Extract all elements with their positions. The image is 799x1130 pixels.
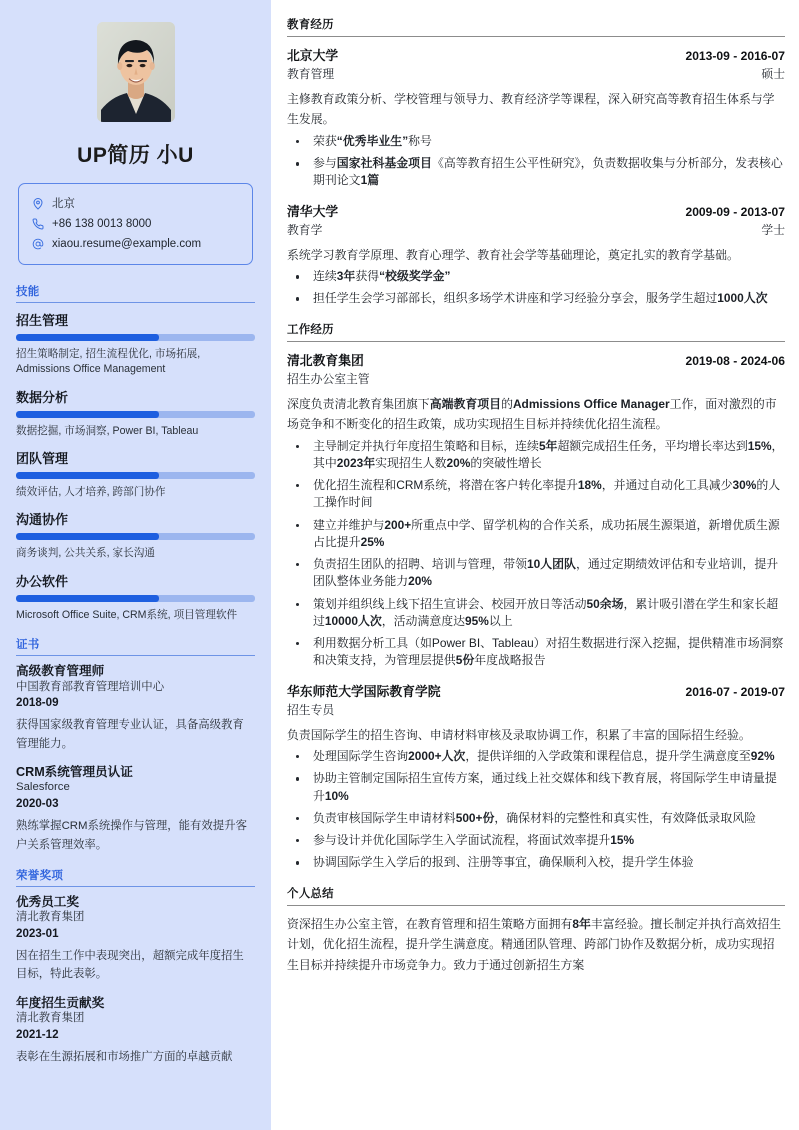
certificates-list bbox=[16, 663, 255, 854]
contact-box bbox=[18, 183, 253, 265]
bullet-list bbox=[287, 268, 785, 308]
entry-description: 获得国家级教育管理专业认证，具备高级教育管理能力。 bbox=[16, 719, 244, 750]
skill-item bbox=[16, 387, 255, 439]
bullet-item: 优化招生流程和CRM系统，将潜在客户转化率提升18%，并通过自动化工具减少30%的人工操作时间 bbox=[287, 477, 785, 512]
photo-container bbox=[16, 22, 255, 122]
entry-header bbox=[287, 681, 785, 700]
contact-email bbox=[31, 234, 240, 254]
bullet-item: 负责审核国际学生申请材料500+份，确保材料的完整性和真实性，有效降低录取风险 bbox=[287, 810, 785, 827]
award-item bbox=[16, 995, 255, 1066]
school-name: 北京大学 bbox=[287, 48, 339, 63]
skill-item bbox=[16, 310, 255, 378]
education-heading: 教育经历 bbox=[287, 16, 785, 37]
skill-item bbox=[16, 571, 255, 623]
summary-section bbox=[287, 885, 785, 976]
certificate-item bbox=[16, 663, 255, 753]
company-name: 华东师范大学国际教育学院 bbox=[287, 683, 441, 699]
entry-description: 深度负责清北教育集团旗下高端教育项目的Admissions Office Manager工作，面对激烈的市场竞争和不断变化的招生政策，成功实现招生目标并持续优化招生流程。 bbox=[287, 396, 777, 432]
skill-name: 招生管理 bbox=[16, 313, 69, 328]
skill-detail: Microsoft Office Suite, CRM系统, 项目管理软件 bbox=[16, 608, 238, 621]
skill-name: 办公软件 bbox=[16, 573, 69, 589]
major: 教育学 bbox=[287, 222, 323, 237]
contact-phone-text: +86 138 0013 8000 bbox=[52, 217, 152, 230]
bullet-item: 参与国家社科基金项目《高等教育招生公平性研究》，负责数据收集与分析部分，发表核心期刊论文1篇 bbox=[287, 155, 785, 190]
company-name: 清北教育集团 bbox=[287, 352, 364, 368]
summary-heading: 个人总结 bbox=[287, 885, 785, 906]
main-content bbox=[271, 0, 799, 1130]
entry-title: 年度招生贡献奖 bbox=[16, 995, 105, 1010]
skill-item bbox=[16, 448, 255, 500]
awards-list bbox=[16, 894, 255, 1066]
education-section bbox=[287, 16, 785, 308]
bullet-list bbox=[287, 748, 785, 872]
entry-date: 2018-09 bbox=[16, 695, 59, 709]
work-entry bbox=[287, 681, 785, 872]
degree: 硕士 bbox=[761, 67, 785, 81]
entry-description: 表彰在生源拓展和市场推广方面的卓越贡献 bbox=[16, 1050, 233, 1063]
entry-title: CRM系统管理员认证 bbox=[16, 765, 133, 780]
entry-org: 清北教育集团 bbox=[16, 911, 85, 924]
degree: 学士 bbox=[761, 222, 785, 237]
bullet-item: 策划并组织线上线下招生宣讲会、校园开放日等活动50余场，累计吸引潜在学生和家长超过10000人次，活动满意度达95%以上 bbox=[287, 596, 785, 631]
at-email-icon bbox=[31, 238, 44, 251]
entry-description: 熟练掌握CRM系统操作与管理，能有效提升客户关系管理效率。 bbox=[16, 820, 247, 851]
person-name: UP简历 小U bbox=[77, 144, 194, 167]
skill-level-bar bbox=[16, 472, 255, 479]
bullet-item: 荣获“优秀毕业生”称号 bbox=[287, 133, 785, 150]
certificates-section bbox=[16, 636, 255, 854]
entry-org: 清北教育集团 bbox=[16, 1012, 85, 1025]
entry-date: 2020-03 bbox=[16, 796, 59, 810]
entry-subheader bbox=[287, 370, 785, 387]
entry-subheader bbox=[287, 221, 785, 238]
skill-detail: 数据挖掘, 市场洞察, Power BI, Tableau bbox=[16, 424, 199, 437]
work-section bbox=[287, 321, 785, 872]
major: 教育管理 bbox=[287, 67, 335, 81]
skill-detail: 绩效评估, 人才培养, 跨部门协作 bbox=[16, 486, 166, 499]
skill-level-bar bbox=[16, 334, 255, 341]
skills-list bbox=[16, 310, 255, 623]
contact-phone bbox=[31, 214, 240, 234]
avatar bbox=[97, 22, 175, 122]
education-list bbox=[287, 45, 785, 308]
phone-icon bbox=[31, 218, 44, 231]
bullet-item: 建立并维护与200+所重点中学、留学机构的合作关系，成功拓展生源渠道，新增优质生源占比提升25% bbox=[287, 517, 785, 552]
entry-title: 优秀员工奖 bbox=[16, 894, 79, 909]
bullet-item: 利用数据分析工具（如Power BI、Tableau）对招生数据进行深入挖掘，提供精准市场洞察和决策支持，为管理层提供5份年度战略报告 bbox=[287, 635, 785, 670]
job-title: 招生办公室主管 bbox=[287, 371, 370, 386]
entry-title: 高级教育管理师 bbox=[16, 664, 105, 679]
skill-level-fill bbox=[16, 472, 159, 479]
skill-level-bar bbox=[16, 595, 255, 602]
date-range: 2009-09 - 2013-07 bbox=[685, 204, 785, 219]
entry-description: 系统学习教育学原理、教育心理学、教育社会学等基础理论，奠定扎实的教育学基础。 bbox=[287, 247, 739, 262]
entry-description: 负责国际学生的招生咨询、申请材料审核及录取协调工作，积累了丰富的国际招生经验。 bbox=[287, 727, 751, 742]
entry-description: 因在招生工作中表现突出，超额完成年度招生目标，特此表彰。 bbox=[16, 949, 244, 981]
entry-date: 2023-01 bbox=[16, 926, 59, 940]
skill-level-fill bbox=[16, 334, 159, 341]
entry-header bbox=[287, 201, 785, 220]
certificates-heading: 证书 bbox=[16, 636, 255, 656]
entry-subheader bbox=[287, 701, 785, 718]
location-pin-icon bbox=[31, 198, 44, 211]
contact-location bbox=[31, 194, 240, 214]
bullet-list bbox=[287, 133, 785, 190]
job-title: 招生专员 bbox=[287, 702, 335, 717]
contact-location-text: 北京 bbox=[52, 197, 75, 210]
awards-section bbox=[16, 867, 255, 1066]
work-list bbox=[287, 350, 785, 872]
sidebar bbox=[0, 0, 271, 1130]
contact-email-text: xiaou.resume@example.com bbox=[52, 237, 202, 250]
awards-heading: 荣誉奖项 bbox=[16, 867, 255, 887]
date-range: 2019-08 - 2024-06 bbox=[685, 353, 785, 368]
work-entry bbox=[287, 350, 785, 670]
skill-detail: 招生策略制定, 招生流程优化, 市场拓展, Admissions Office Management bbox=[16, 348, 201, 376]
skills-section bbox=[16, 283, 255, 623]
skills-heading: 技能 bbox=[16, 283, 255, 303]
summary-text: 资深招生办公室主管，在教育管理和招生策略方面拥有8年丰富经验。擅长制定并执行高效招生计划，优化招生流程，提升学生满意度。精通团队管理、跨部门协作及数据分析，成功实现招生目标并持续提升市场竞争力。致力于通过创新招生方案 bbox=[287, 916, 782, 973]
skill-name: 团队管理 bbox=[16, 451, 69, 467]
bullet-item: 担任学生会学习部部长，组织多场学术讲座和学习经验分享会，服务学生超过1000人次 bbox=[287, 290, 785, 307]
education-entry bbox=[287, 201, 785, 308]
school-name: 清华大学 bbox=[287, 203, 339, 219]
bullet-item: 主导制定并执行年度招生策略和目标，连续5年超额完成招生任务，平均增长率达到15%，其中2023年实现招生人数20%的突破性增长 bbox=[287, 438, 785, 473]
entry-description: 主修教育政策分析、学校管理与领导力、教育经济学等课程，深入研究高等教育招生体系与学生发展。 bbox=[287, 92, 775, 127]
bullet-item: 负责招生团队的招聘、培训与管理，带领10人团队，通过定期绩效评估和专业培训，提升团队整体业务能力20% bbox=[287, 556, 785, 591]
entry-subheader bbox=[287, 65, 785, 82]
skill-level-bar bbox=[16, 411, 255, 418]
bullet-list bbox=[287, 438, 785, 670]
bullet-item: 处理国际学生咨询2000+人次，提供详细的入学政策和课程信息，提升学生满意度至92% bbox=[287, 748, 785, 765]
date-range: 2013-09 - 2016-07 bbox=[685, 49, 785, 63]
award-item bbox=[16, 894, 255, 984]
entry-org: 中国教育部教育管理培训中心 bbox=[16, 680, 165, 693]
bullet-item: 协助主管制定国际招生宣传方案，通过线上社交媒体和线下教育展，将国际学生申请量提升10% bbox=[287, 770, 785, 805]
skill-name: 数据分析 bbox=[16, 389, 69, 405]
skill-level-fill bbox=[16, 533, 159, 540]
skill-name: 沟通协作 bbox=[16, 512, 69, 528]
skill-detail: 商务谈判, 公共关系, 家长沟通 bbox=[16, 547, 155, 560]
skill-item bbox=[16, 509, 255, 561]
skill-level-bar bbox=[16, 533, 255, 540]
certificate-item bbox=[16, 764, 255, 854]
entry-header bbox=[287, 350, 785, 369]
date-range: 2016-07 - 2019-07 bbox=[685, 684, 785, 699]
skill-level-fill bbox=[16, 595, 159, 602]
education-entry bbox=[287, 45, 785, 190]
entry-org: Salesforce bbox=[16, 781, 70, 794]
bullet-item: 连续3年获得“校级奖学金” bbox=[287, 268, 785, 285]
skill-level-fill bbox=[16, 411, 159, 418]
bullet-item: 协调国际学生入学后的报到、注册等事宜，确保顺利入校，提升学生体验 bbox=[287, 854, 785, 871]
work-heading: 工作经历 bbox=[287, 321, 785, 342]
bullet-item: 参与设计并优化国际学生入学面试流程，将面试效率提升15% bbox=[287, 832, 785, 849]
entry-header bbox=[287, 45, 785, 64]
entry-date: 2021-12 bbox=[16, 1027, 59, 1041]
